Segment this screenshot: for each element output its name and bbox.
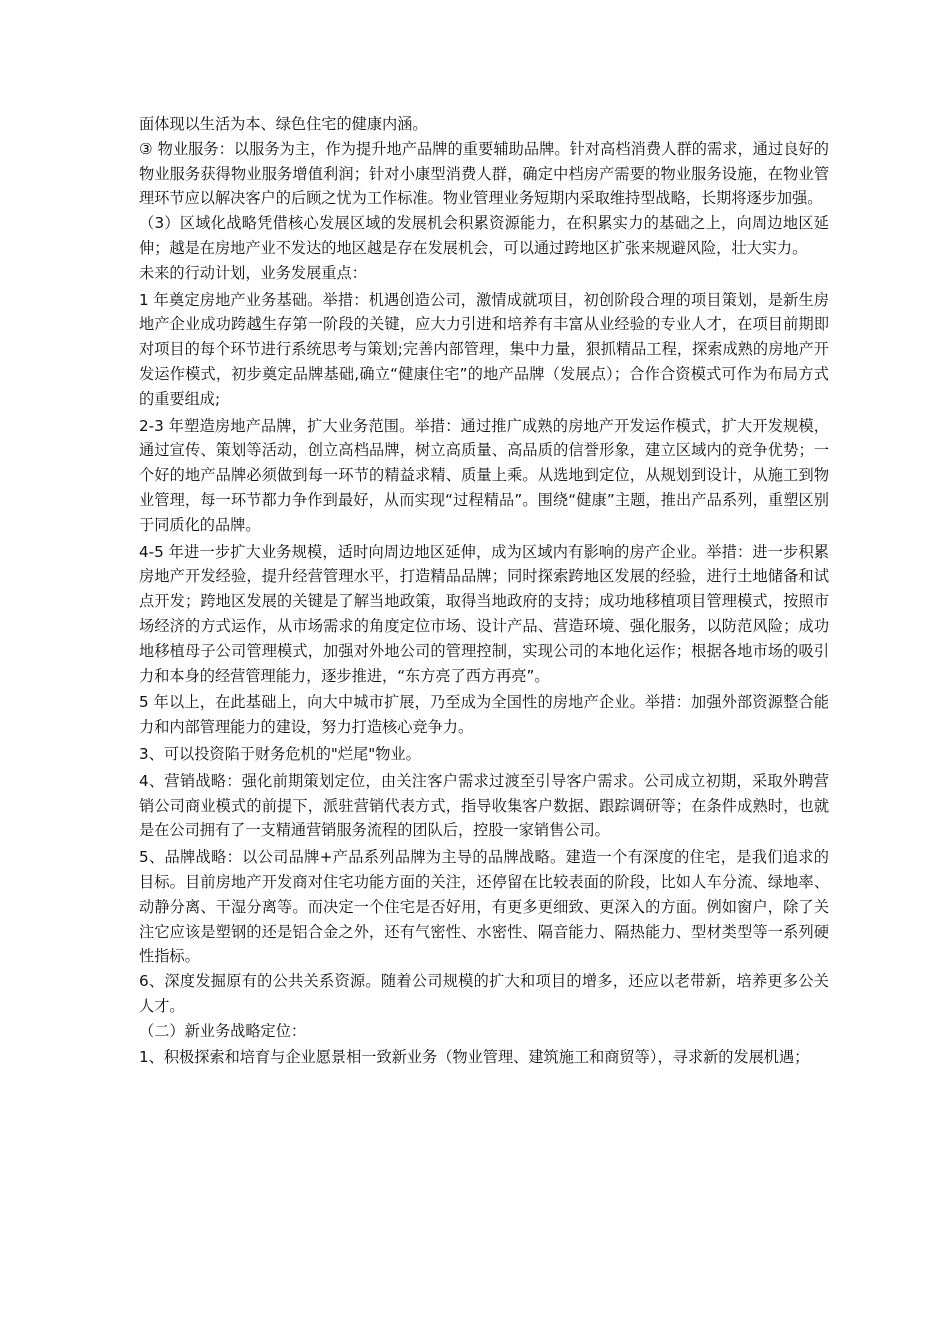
paragraph-new-business-1: 1、积极探索和培育与企业愿景相一致新业务（物业管理、建筑施工和商贸等），寻求新的发展机遇； bbox=[139, 1048, 810, 1067]
paragraph-health-housing: 面体现以生活为本、绿色住宅的健康内涵。 bbox=[139, 115, 428, 133]
paragraph-year-5-plus: 5 年以上，在此基础上，向大中城市扩展，乃至成为全国性的房地产企业。举措：加强外部资源整合能力和内部管理能力的建设，努力打造核心竞争力。 bbox=[139, 693, 829, 737]
document-body bbox=[139, 112, 829, 1070]
paragraph-regional-strategy: （3）区域化战略凭借核心发展区域的发展机会积累资源能力，在积累实力的基础之上，向周边地区延伸；越是在房地产业不发达的地区越是存在发展机会，可以通过跨地区扩张来规避风险，壮大实力。 bbox=[139, 214, 829, 257]
paragraph-marketing-strategy: 4、营销战略：强化前期策划定位，由关注客户需求过渡至引导客户需求。公司成立初期，采取外聘营销公司商业模式的前提下，派驻营销代表方式，指导收集客户数据、跟踪调研等；在条件成熟时，也就是在公司拥有了一支精通营销服务流程的团队后，控股一家销售公司。 bbox=[139, 771, 829, 840]
paragraph-year-4-5: 4-5 年进一步扩大业务规模，适时向周边地区延伸，成为区域内有影响的房产企业。举措：进一步积累房地产开发经验，提升经营管理水平，打造精品品牌；同时探索跨地区发展的经验，进行土地储备和试点开发；跨地区发展的关键是了解当地政策，取得当地政府的支持；成功地移植项目管理模式，按照市场经济的方式运作，从市场需求的角度定位市场、设计产品、营造环境、强化服务，以防范风险；成功地移植母子公司管理模式，加强对外地公司的管理控制，实现公司的本地化运作；根据各地市场的吸引力和本身的经营管理能力，逐步推进，“东方亮了西方再亮”。 bbox=[139, 542, 829, 685]
paragraph-year-2-3: 2-3 年塑造房地产品牌，扩大业务范围。举措：通过推广成熟的房地产开发运作模式，扩大开发规模，通过宣传、策划等活动，创立高档品牌，树立高质量、高品质的信誉形象，建立区域内的竞争优势；一个好的地产品牌必须做到每一环节的精益求精、质量上乘。从选地到定位，从规划到设计，从施工到物业管理，每一环节都力争作到最好，从而实现“过程精品”。围绕“健康”主题，推出产品系列，重塑区别于同质化的品牌。 bbox=[139, 416, 829, 534]
paragraph-brand-strategy: 5、品牌战略：以公司品牌+产品系列品牌为主导的品牌战略。建造一个有深度的住宅，是我们追求的目标。目前房地产开发商对住宅功能方面的关注，还停留在比较表面的阶段，比如人车分流、绿地率、动静分离、干湿分离等。而决定一个住宅是否好用，有更多更细致、更深入的方面。例如窗户，除了关注它应该是塑钢的还是铝合金之外，还有气密性、水密性、隔音能力、隔热能力、型材类型等一系列硬性指标。 bbox=[139, 848, 829, 966]
section-heading-new-business: （二）新业务战略定位： bbox=[139, 1021, 307, 1040]
paragraph-public-relations: 6、深度发掘原有的公共关系资源。随着公司规模的扩大和项目的增多，还应以老带新，培养更多公关人才。 bbox=[139, 972, 829, 1015]
paragraph-action-plan-heading: 未来的行动计划，业务发展重点： bbox=[139, 263, 367, 282]
paragraph-property-service: ③ 物业服务：以服务为主，作为提升地产品牌的重要辅助品牌。针对高档消费人群的需求，通过良好的物业服务获得物业服务增值利润；针对小康型消费人群，确定中档房产需要的物业服务设施，在物业管理环节应以解决客户的后顾之忧为工作标准。物业管理业务短期内采取维持型战略，长期将逐步加强。 bbox=[139, 139, 829, 208]
paragraph-item-3: 3、可以投资陷于财务危机的"烂尾"物业。 bbox=[139, 744, 421, 763]
paragraph-year-1: 1 年奠定房地产业务基础。举措：机遇创造公司，激情成就项目，初创阶段合理的项目策划，是新生房地产企业成功跨越生存第一阶段的关键，应大力引进和培养有丰富从业经验的专业人才，在项目前期即对项目的每个环节进行系统思考与策划;完善内部管理，集中力量，狠抓精品工程，探索成熟的房地产开发运作模式，初步奠定品牌基础,确立“健康住宅”的地产品牌（发展点）；合作合资模式可作为布局方式的重要组成; bbox=[139, 290, 829, 408]
